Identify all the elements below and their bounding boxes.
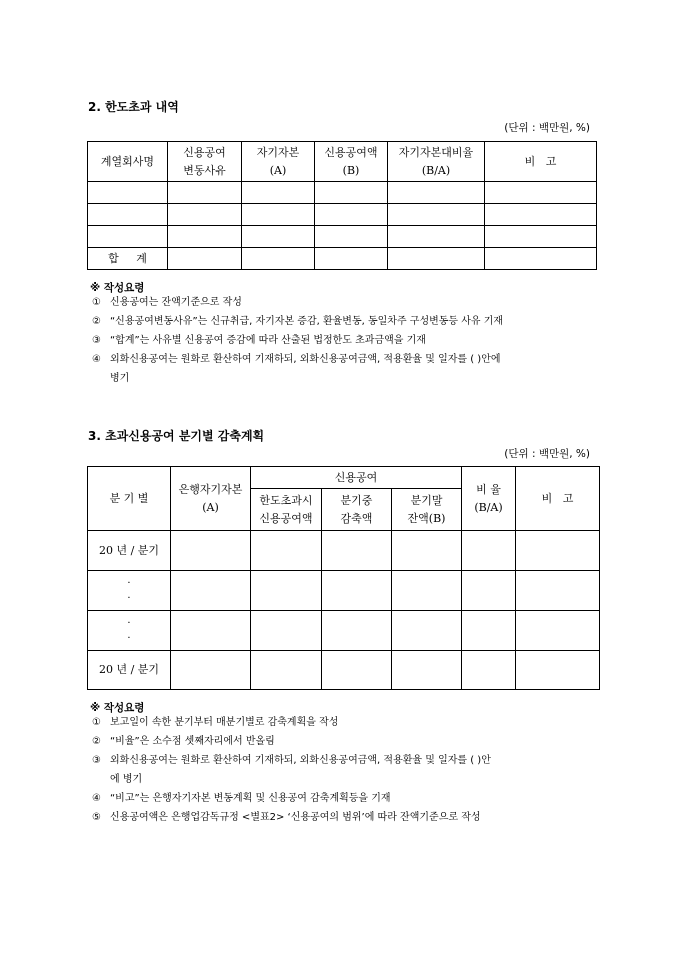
note-item: ④ “비고”는 은행자기자본 변동계획 및 신용공여 감축계획등을 기재 <box>92 793 391 804</box>
header-credit-amount: 신용공여액 (B) <box>315 142 388 182</box>
table-row <box>88 571 600 611</box>
note-item: ① 신용공여는 잔액기준으로 작성 <box>92 297 242 308</box>
header-bank-equity: 은행자기자본 (A) <box>171 467 251 531</box>
note-item-continued: 병기 <box>110 373 130 384</box>
ellipsis-dots: · · <box>88 611 171 651</box>
table-row <box>88 531 600 571</box>
note-item: ② “신용공여변동사유”는 신규취급, 자기자본 증감, 환율변동, 동일차주 구성변동등 사유 기재 <box>92 316 504 327</box>
section2-title: 2. 한도초과 내역 <box>88 100 179 114</box>
table-row <box>88 611 600 651</box>
header-quarter-end-balance: 분기말 잔액(B) <box>392 489 462 531</box>
section2-notes <box>92 293 592 388</box>
header-ratio: 자기자본대비율 (B/A) <box>388 142 485 182</box>
limit-excess-table <box>87 141 597 270</box>
section3-notes-title: ※ 작성요령 <box>90 702 145 714</box>
header-equity: 자기자본 (A) <box>242 142 315 182</box>
note-item-continued: 에 병기 <box>110 774 143 785</box>
header-credit-group: 신용공여 <box>251 467 462 489</box>
note-item: ③ 외화신용공여는 원화로 환산하여 기재하되, 외화신용공여금액, 적용환율 및 일자를 ( )안 <box>92 755 491 766</box>
section3-title: 3. 초과신용공여 분기별 감축계획 <box>88 429 265 443</box>
ellipsis-dots: · · <box>88 571 171 611</box>
section3-unit: (단위 : 백만원, %) <box>504 448 590 460</box>
table-row <box>88 182 597 204</box>
header-quarter: 분 기 별 <box>88 467 171 531</box>
header-affiliate: 계열회사명 <box>88 142 168 182</box>
total-label: 합 계 <box>88 248 168 270</box>
note-item: ① 보고일이 속한 분기부터 매분기별로 감축계획을 작성 <box>92 717 339 728</box>
table-row <box>88 204 597 226</box>
header-remark: 비 고 <box>485 142 597 182</box>
reduction-plan-table <box>87 466 600 690</box>
section2-notes-title: ※ 작성요령 <box>90 282 145 294</box>
note-item: ③ “합계”는 사유별 신용공여 증감에 따라 산출된 법정한도 초과금액을 기재 <box>92 335 426 346</box>
section2-unit: (단위 : 백만원, %) <box>504 122 590 134</box>
table-row <box>88 651 600 690</box>
quarter-label: 20 년 / 분기 <box>88 531 171 571</box>
section3-notes <box>92 713 592 827</box>
header-excess-credit: 한도초과시 신용공여액 <box>251 489 322 531</box>
header-remark: 비 고 <box>516 467 600 531</box>
header-ratio: 비 율 (B/A) <box>462 467 516 531</box>
note-item: ② “비율”은 소수점 셋째자리에서 반올림 <box>92 736 275 747</box>
header-change-reason: 신용공여 변동사유 <box>168 142 242 182</box>
total-row <box>88 248 597 270</box>
note-item: ⑤ 신용공여액은 은행업감독규정 <별표2> ‘신용공여의 범위’에 따라 잔액기준으로 작성 <box>92 812 481 823</box>
table-row <box>88 226 597 248</box>
header-quarter-reduction: 분기중 감축액 <box>322 489 392 531</box>
note-item: ④ 외화신용공여는 원화로 환산하여 기재하되, 외화신용공여금액, 적용환율 및 일자를 ( )안에 <box>92 354 501 365</box>
quarter-label: 20 년 / 분기 <box>88 651 171 690</box>
